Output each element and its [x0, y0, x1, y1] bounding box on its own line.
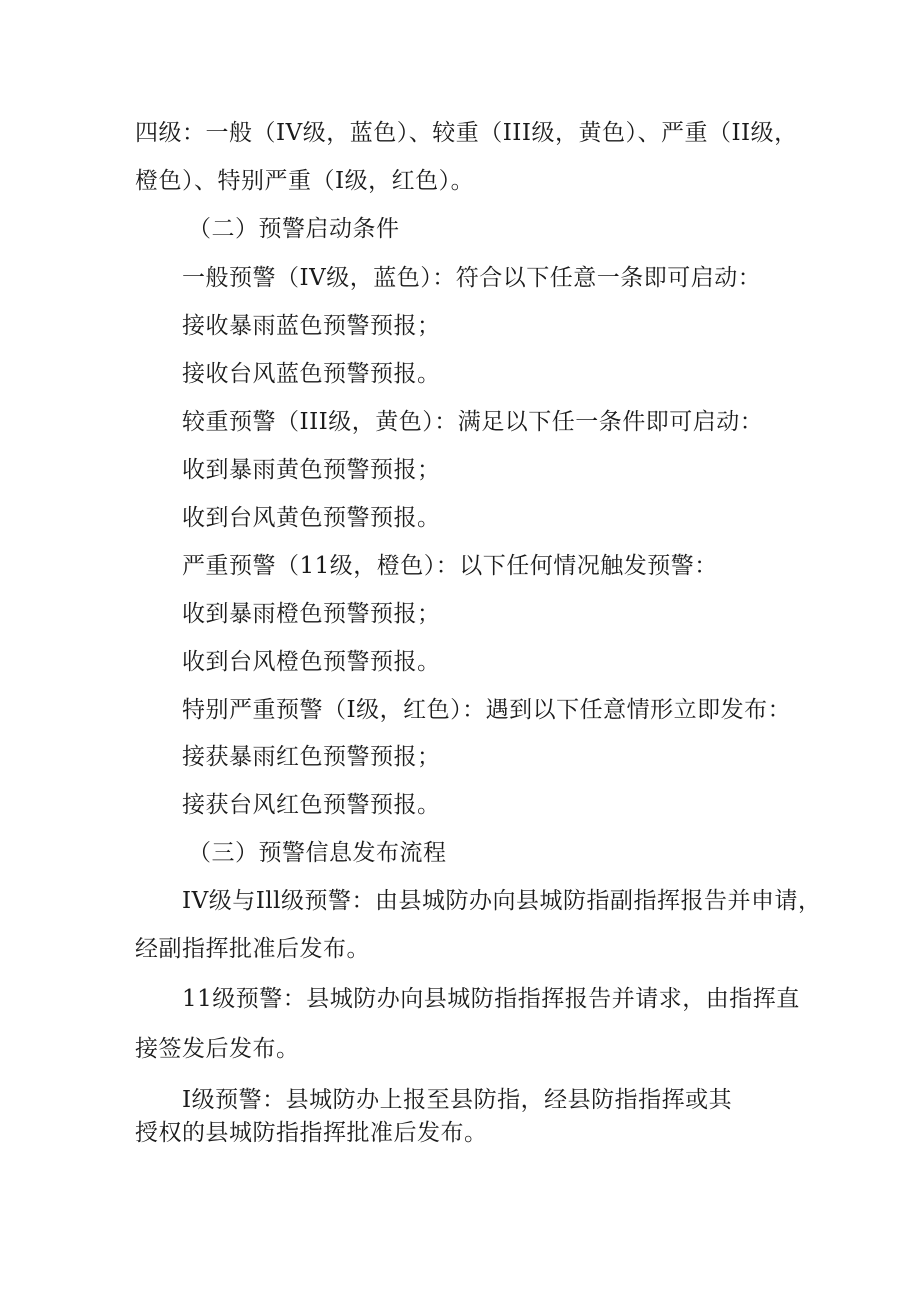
- paragraph-line: 特别严重预警（I级，红色）：遇到以下任意情形立即发布：: [182, 697, 792, 723]
- list-item: 接收台风蓝色预警预报。: [182, 361, 441, 387]
- list-item: 收到暴雨黄色预警预报；: [182, 457, 441, 483]
- paragraph-line: 11级预警：县城防办向县城防指指挥报告并请求，由指挥直: [182, 986, 800, 1012]
- paragraph-line: 严重预警（11级，橙色）：以下任何情况触发预警：: [182, 553, 718, 579]
- list-item: 接收暴雨蓝色预警预报；: [182, 313, 441, 339]
- paragraph-line: I级预警：县城防办上报至县防指，经县防指指挥或其: [182, 1087, 733, 1113]
- paragraph-line: 经副指挥批准后发布。: [135, 936, 370, 962]
- paragraph-line: 一般预警（IV级，蓝色）：符合以下任意一条即可启动：: [182, 265, 762, 291]
- section-heading: （三）预警信息发布流程: [188, 840, 447, 866]
- list-item: 收到台风橙色预警预报。: [182, 649, 441, 675]
- list-item: 收到暴雨橙色预警预报；: [182, 601, 441, 627]
- paragraph-line: 四级：一般（IV级，蓝色）、较重（III级，黄色）、严重（II级，: [135, 120, 798, 146]
- section-heading: （二）预警启动条件: [188, 216, 400, 242]
- paragraph-line: 橙色）、特别严重（I级，红色）。: [135, 168, 475, 194]
- list-item: 接获台风红色预警预报。: [182, 792, 441, 818]
- list-item: 接获暴雨红色预警预报；: [182, 744, 441, 770]
- paragraph-line: 较重预警（III级，黄色）：满足以下任一条件即可启动：: [182, 409, 764, 435]
- paragraph-line: 授权的县城防指指挥批准后发布。: [135, 1120, 488, 1146]
- list-item: 收到台风黄色预警预报。: [182, 505, 441, 531]
- paragraph-line: IV级与Ill级预警：由县城防办向县城防指副指挥报告并申请，: [182, 888, 822, 914]
- paragraph-line: 接签发后发布。: [135, 1036, 300, 1062]
